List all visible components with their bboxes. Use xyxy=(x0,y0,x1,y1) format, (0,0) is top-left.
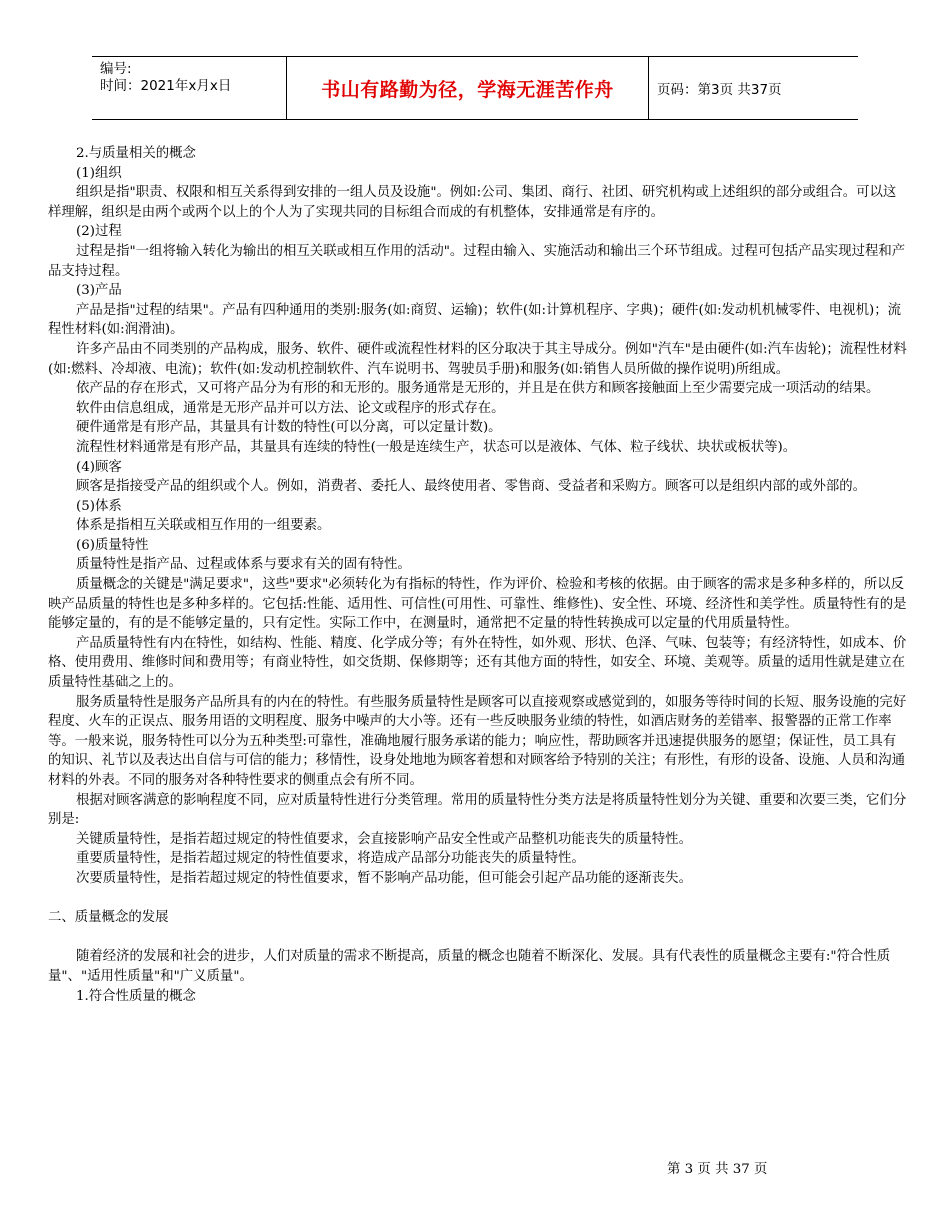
paragraph: 组织是指"职责、权限和相互关系得到安排的一组人员及设施"。例如:公司、集团、商行、社团、研究机构或上述组织的部分或组合。可以这样理解，组织是由两个或两个以上的个人为了实现共同的目标组合而成的有机整体，安排通常是有序的。 xyxy=(48,185,897,220)
paragraph: (2)过程 xyxy=(76,224,122,240)
section-heading: 二、质量概念的发展 xyxy=(48,910,169,926)
paragraph: 质量特性是指产品、过程或体系与要求有关的固有特性。 xyxy=(76,557,411,573)
paragraph: 产品质量特性有内在特性，如结构、性能、精度、化学成分等；有外在特性，如外观、形状、色泽、气味、包装等；有经济特性，如成本、价格、使用费用、维修时间和费用等；有商业特性，如交货期、保修期等；还有其他方面的特性，如安全、环境、美观等。质量的适用性就是建立在质量特性基础之上的。 xyxy=(48,635,907,691)
paragraph: 根据对顾客满意的影响程度不同，应对质量特性进行分类管理。常用的质量特性分类方法是将质量特性划分为关键、重要和次要三类，它们分别是: xyxy=(48,792,907,828)
document-number-label: 编号: xyxy=(100,61,132,77)
paragraph: 依产品的存在形式，又可将产品分为有形的和无形的。服务通常是无形的，并且是在供方和顾客接触面上至少需要完成一项活动的结果。 xyxy=(76,381,880,397)
paragraph: (1)组织 xyxy=(76,165,122,181)
paragraph: 关键质量特性，是指若超过规定的特性值要求，会直接影响产品安全性或产品整机功能丧失的质量特性。 xyxy=(76,831,692,847)
page-footer: 第 3 页 共 37 页 xyxy=(667,1162,768,1177)
paragraph: 流程性材料通常是有形产品，其量具有连续的特性(一般是连续生产，状态可以是液体、气体、粒子线状、块状或板状等)。 xyxy=(76,439,797,455)
spacer xyxy=(48,889,908,909)
header-page-info: 页码：第3页 共37页 xyxy=(657,82,782,98)
spacer xyxy=(48,928,908,948)
document-body xyxy=(48,144,908,1006)
paragraph: (3)产品 xyxy=(76,283,122,299)
paragraph: 2.与质量相关的概念 xyxy=(76,146,196,161)
document-time: 时间：2021年x月x日 xyxy=(100,78,232,94)
paragraph: (6)质量特性 xyxy=(76,537,149,553)
paragraph: 质量概念的关键是"满足要求"，这些"要求"必须转化为有指标的特性，作为评价、检验和考核的依据。由于顾客的需求是多种多样的，所以反映产品质量的特性也是多种多样的。它包括:性能、适用性、可信性(可用性、可靠性、维修性)、安全性、环境、经济性和美学性。质量特性有的是能够定量的，有的是不能够定量的，只有定性。实际工作中，在测量时，通常把不定量的特性转换成可以定量的代用质量特性。 xyxy=(48,577,907,632)
paragraph: 服务质量特性是服务产品所具有的内在的特性。有些服务质量特性是顾客可以直接观察或感觉到的，如服务等待时间的长短、服务设施的完好程度、火车的正误点、服务用语的文明程度、服务中噪声的大小等。还有一些反映服务业绩的特性，如酒店财务的差错率、报警器的正常工作率等。一般来说，服务特性可以分为五种类型:可靠性，准确地履行服务承诺的能力；响应性，帮助顾客并迅速提供服务的愿望；保证性，员工具有的知识、礼节以及表达出自信与可信的能力；移情性，设身处地地为顾客着想和对顾客给予特别的关注；有形性，有形的设备、设施、人员和沟通材料的外表。不同的服务对各种特性要求的侧重点会有所不同。 xyxy=(48,694,907,788)
paragraph: 产品是指"过程的结果"。产品有四种通用的类别:服务(如:商贸、运输)；软件(如:计算机程序、字典)；硬件(如:发动机机械零件、电视机)；流程性材料(如:润滑油)。 xyxy=(48,302,901,338)
paragraph: 重要质量特性，是指若超过规定的特性值要求，将造成产品部分功能丧失的质量特性。 xyxy=(76,851,585,867)
paragraph: 次要质量特性，是指若超过规定的特性值要求，暂不影响产品功能，但可能会引起产品功能的逐渐丧失。 xyxy=(76,870,692,886)
paragraph: 许多产品由不同类别的产品构成，服务、软件、硬件或流程性材料的区分取决于其主导成分。例如"汽车"是由硬件(如:汽车齿轮)；流程性材料(如:燃料、冷却液、电流)；软件(如:发动机控制软件、汽车说明书、驾驶员手册)和服务(如:销售人员所做的操作说明)所组成。 xyxy=(48,341,907,377)
paragraph: 过程是指"一组将输入转化为输出的相互关联或相互作用的活动"。过程由输入、实施活动和输出三个环节组成。过程可包括产品实现过程和产品支持过程。 xyxy=(48,243,906,279)
paragraph: 1.符合性质量的概念 xyxy=(76,988,196,1004)
paragraph: 软件由信息组成，通常是无形产品并可以方法、论文或程序的形式存在。 xyxy=(76,400,505,416)
header-motto: 书山有路勤为径，学海无涯苦作舟 xyxy=(287,57,649,119)
paragraph: 随着经济的发展和社会的进步，人们对质量的需求不断提高，质量的概念也随着不断深化、发展。具有代表性的质量概念主要有:"符合性质量"、"适用性质量"和"广义质量"。 xyxy=(48,949,891,984)
paragraph: 体系是指相互关联或相互作用的一组要素。 xyxy=(76,518,331,534)
paragraph: (4)顾客 xyxy=(76,459,122,475)
header-meta xyxy=(92,57,287,119)
paragraph: 顾客是指接受产品的组织或个人。例如，消费者、委托人、最终使用者、零售商、受益者和采购方。顾客可以是组织内部的或外部的。 xyxy=(76,479,867,495)
page-header xyxy=(92,56,858,120)
paragraph: 硬件通常是有形产品，其量具有计数的特性(可以分离，可以定量计数)。 xyxy=(76,420,502,436)
paragraph: (5)体系 xyxy=(76,498,122,514)
